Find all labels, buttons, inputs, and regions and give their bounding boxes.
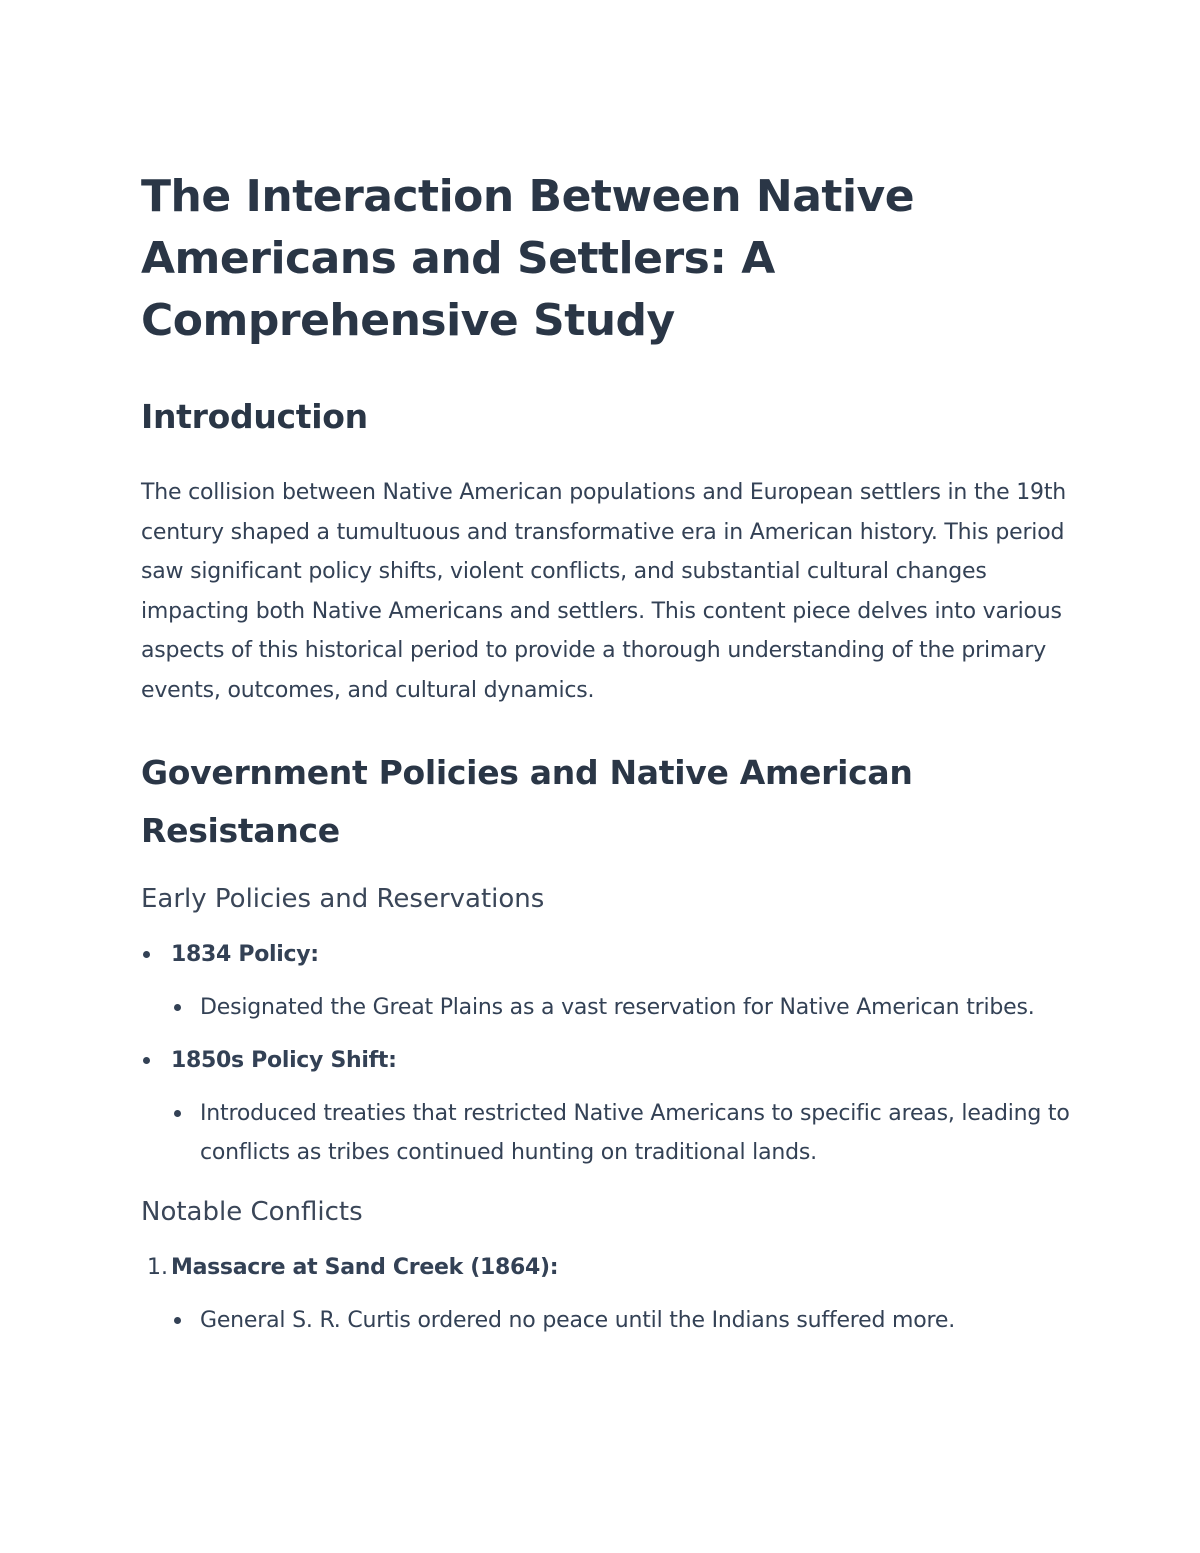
sub-list-item-text: Designated the Great Plains as a vast reservation for Native American tribes. — [200, 995, 1035, 1020]
introduction-heading: Introduction — [141, 397, 368, 436]
sub-list-item — [141, 1094, 1071, 1172]
sub-list-item — [141, 1301, 1071, 1340]
list-item-label: 1850s Policy Shift: — [171, 1048, 397, 1073]
sub-list-item-text: General S. R. Curtis ordered no peace until the Indians suffered more. — [200, 1308, 956, 1333]
sub-list-item-text: Introduced treaties that restricted Native Americans to specific areas, leading to conflicts as tribes continued hunting on traditional lands. — [200, 1101, 1070, 1165]
introduction-paragraph: The collision between Native American populations and European settlers in the 19th century shaped a tumultuous and transformative era in American history. This period saw significant policy shifts, violent conflicts, and substantial cultural changes impacting both Native Americans and settlers. This content piece delves into various aspects of this historical period to provide a thorough understanding of the primary events, outcomes, and cultural dynamics. — [141, 480, 1067, 703]
list-item-label: 1834 Policy: — [171, 942, 319, 967]
list-item-label: Massacre at Sand Creek (1864): — [171, 1255, 559, 1280]
list-item — [141, 1041, 1071, 1080]
early-policies-heading: Early Policies and Reservations — [141, 884, 545, 914]
bullet-icon — [174, 1317, 181, 1324]
list-item-number: 1. — [147, 1255, 168, 1280]
bullet-icon — [143, 951, 150, 958]
notable-conflicts-heading: Notable Conflicts — [141, 1197, 363, 1227]
document-page — [141, 166, 1071, 1340]
bullet-icon — [174, 1004, 181, 1011]
notable-conflicts-list — [141, 1248, 1071, 1340]
list-item — [141, 1248, 1071, 1287]
list-item — [141, 935, 1071, 974]
sub-list-item — [141, 988, 1071, 1027]
bullet-icon — [143, 1057, 150, 1064]
bullet-icon — [174, 1110, 181, 1117]
early-policies-list — [141, 935, 1071, 1172]
government-policies-heading: Government Policies and Native American Resistance — [141, 753, 913, 850]
document-title: The Interaction Between Native Americans and Settlers: A Comprehensive Study — [141, 171, 915, 346]
